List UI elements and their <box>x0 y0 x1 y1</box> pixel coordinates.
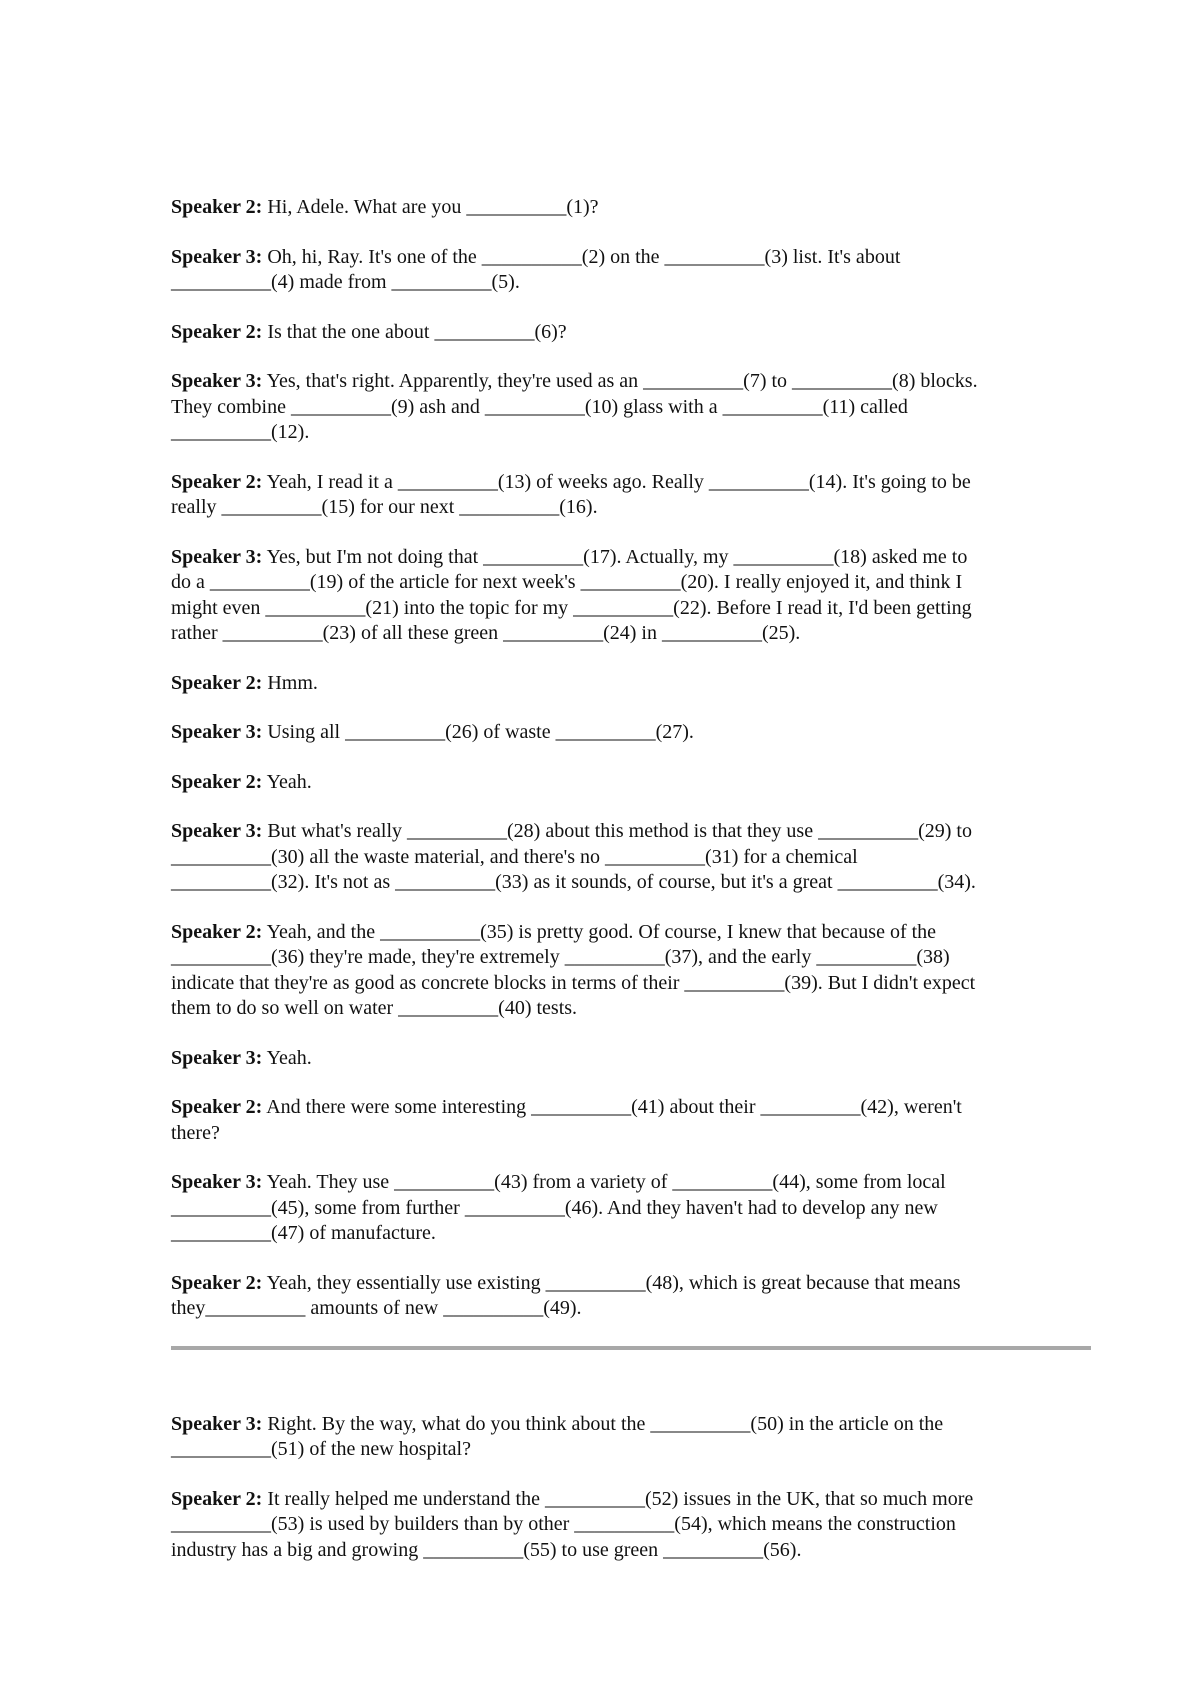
dialogue-line <box>171 996 1091 1022</box>
speaker-label: Speaker 3: <box>171 721 263 743</box>
dialogue-turn <box>171 1046 1091 1072</box>
dialogue-turn <box>171 320 1091 346</box>
dialogue-text: __________(51) of the new hospital? <box>171 1438 471 1460</box>
speaker-label: Speaker 2: <box>171 1487 263 1510</box>
speaker-label: Speaker 2: <box>171 770 263 793</box>
dialogue-text: __________(36) they're made, they're extremely __________(37), and the early __________(38) <box>171 946 950 968</box>
dialogue-text: Yeah. <box>262 1046 312 1069</box>
dialogue-line <box>171 1095 1091 1121</box>
dialogue-text: Yes, that's right. Apparently, they're used as an __________(7) to __________(8) blocks. <box>262 370 978 392</box>
dialogue-text: really __________(15) for our next __________(16). <box>171 496 598 518</box>
dialogue-part-2 <box>171 1412 1091 1564</box>
section-divider <box>171 1346 1091 1350</box>
dialogue-line <box>171 320 1091 346</box>
speaker-label: Speaker 2: <box>171 196 263 218</box>
speaker-label: Speaker 2: <box>171 671 263 694</box>
dialogue-text: might even __________(21) into the topic for my __________(22). Before I read it, I'd been getting <box>171 596 972 619</box>
dialogue-line <box>171 1487 1091 1513</box>
dialogue-text: __________(30) all the waste material, and there's no __________(31) for a chemical <box>171 845 858 868</box>
dialogue-text: do a __________(19) of the article for next week's __________(20). I really enjoyed it, and think I <box>171 571 963 593</box>
dialogue-turn <box>171 770 1091 796</box>
dialogue-text: __________(53) is used by builders than by other __________(54), which means the construction <box>171 1513 956 1535</box>
dialogue-line <box>171 671 1091 697</box>
dialogue-turn <box>171 369 1091 446</box>
dialogue-text: Hmm. <box>262 671 318 694</box>
speaker-label: Speaker 3: <box>171 370 263 392</box>
dialogue-text: indicate that they're as good as concrete blocks in terms of their __________(39). But I didn't expect <box>171 971 976 994</box>
dialogue-text: __________(12). <box>171 421 310 443</box>
dialogue-line <box>171 1271 1091 1297</box>
dialogue-line <box>171 1221 1091 1247</box>
dialogue-turn <box>171 1170 1091 1247</box>
dialogue-line <box>171 845 1091 871</box>
dialogue-line <box>171 1170 1091 1196</box>
dialogue-turn <box>171 1095 1091 1146</box>
dialogue-line <box>171 720 1091 746</box>
dialogue-line <box>171 621 1091 647</box>
dialogue-text: Hi, Adele. What are you __________(1)? <box>262 196 599 218</box>
dialogue-text: But what's really __________(28) about this method is that they use __________(29) to <box>262 820 972 842</box>
dialogue-line <box>171 245 1091 271</box>
dialogue-line <box>171 1121 1091 1147</box>
dialogue-line <box>171 570 1091 596</box>
dialogue-text: Yes, but I'm not doing that __________(17). Actually, my __________(18) asked me to <box>262 545 968 568</box>
dialogue-line <box>171 270 1091 296</box>
dialogue-text: __________(45), some from further __________(46). And they haven't had to develop any new <box>171 1196 938 1219</box>
dialogue-text: Right. By the way, what do you think about the __________(50) in the article on the <box>262 1412 944 1435</box>
speaker-label: Speaker 3: <box>171 1046 263 1069</box>
dialogue-turn <box>171 720 1091 746</box>
dialogue-text: them to do so well on water __________(40) tests. <box>171 997 578 1019</box>
dialogue-text: there? <box>171 1121 220 1144</box>
dialogue-text: Oh, hi, Ray. It's one of the __________(2) on the __________(3) list. It's about <box>262 245 901 268</box>
dialogue-line <box>171 1046 1091 1072</box>
dialogue-turn <box>171 920 1091 1022</box>
dialogue-line <box>171 195 1091 221</box>
dialogue-turn <box>171 1487 1091 1564</box>
dialogue-turn <box>171 671 1091 697</box>
dialogue-text: rather __________(23) of all these green __________(24) in __________(25). <box>171 622 801 644</box>
dialogue-text: __________(4) made from __________(5). <box>171 271 520 293</box>
dialogue-text: Is that the one about __________(6)? <box>262 320 567 343</box>
dialogue-line <box>171 920 1091 946</box>
dialogue-line <box>171 596 1091 622</box>
speaker-label: Speaker 3: <box>171 1412 263 1435</box>
dialogue-line <box>171 1437 1091 1463</box>
dialogue-line <box>171 369 1091 395</box>
dialogue-line <box>171 1296 1091 1322</box>
dialogue-line <box>171 971 1091 997</box>
speaker-label: Speaker 3: <box>171 1171 263 1193</box>
dialogue-line <box>171 770 1091 796</box>
dialogue-text: industry has a big and growing __________(55) to use green __________(56). <box>171 1538 802 1561</box>
dialogue-line <box>171 420 1091 446</box>
dialogue-text: Yeah, they essentially use existing __________(48), which is great because that means <box>262 1271 961 1294</box>
dialogue-turn <box>171 470 1091 521</box>
speaker-label: Speaker 3: <box>171 820 263 842</box>
dialogue-text: __________(47) of manufacture. <box>171 1222 436 1244</box>
worksheet-page <box>171 195 1091 1587</box>
dialogue-line <box>171 1196 1091 1222</box>
dialogue-line <box>171 819 1091 845</box>
dialogue-line <box>171 545 1091 571</box>
dialogue-text: Yeah. They use __________(43) from a variety of __________(44), some from local <box>262 1171 946 1193</box>
dialogue-part-1 <box>171 195 1091 1322</box>
speaker-label: Speaker 2: <box>171 470 263 493</box>
dialogue-line <box>171 870 1091 896</box>
dialogue-turn <box>171 195 1091 221</box>
dialogue-text: Using all __________(26) of waste __________(27). <box>262 721 694 743</box>
dialogue-text: It really helped me understand the __________(52) issues in the UK, that so much more <box>262 1487 974 1510</box>
dialogue-line <box>171 1512 1091 1538</box>
dialogue-text: Yeah. <box>262 770 312 793</box>
speaker-label: Speaker 2: <box>171 1096 263 1118</box>
dialogue-line <box>171 395 1091 421</box>
dialogue-turn <box>171 1271 1091 1322</box>
speaker-label: Speaker 2: <box>171 320 263 343</box>
dialogue-line <box>171 1412 1091 1438</box>
dialogue-text: They combine __________(9) ash and __________(10) glass with a __________(11) called <box>171 395 908 418</box>
dialogue-line <box>171 945 1091 971</box>
dialogue-line <box>171 495 1091 521</box>
dialogue-text: __________(32). It's not as __________(33) as it sounds, of course, but it's a great __________(34). <box>171 871 976 893</box>
dialogue-turn <box>171 245 1091 296</box>
dialogue-turn <box>171 819 1091 896</box>
speaker-label: Speaker 3: <box>171 245 263 268</box>
dialogue-turn <box>171 545 1091 647</box>
dialogue-text: they__________ amounts of new __________(49). <box>171 1297 582 1319</box>
dialogue-turn <box>171 1412 1091 1463</box>
speaker-label: Speaker 3: <box>171 545 263 568</box>
speaker-label: Speaker 2: <box>171 920 263 943</box>
dialogue-line <box>171 1538 1091 1564</box>
dialogue-text: Yeah, I read it a __________(13) of weeks ago. Really __________(14). It's going to be <box>262 470 971 493</box>
dialogue-line <box>171 470 1091 496</box>
dialogue-text: And there were some interesting __________(41) about their __________(42), weren't <box>262 1096 962 1118</box>
speaker-label: Speaker 2: <box>171 1271 263 1294</box>
dialogue-text: Yeah, and the __________(35) is pretty good. Of course, I knew that because of the <box>262 920 937 943</box>
